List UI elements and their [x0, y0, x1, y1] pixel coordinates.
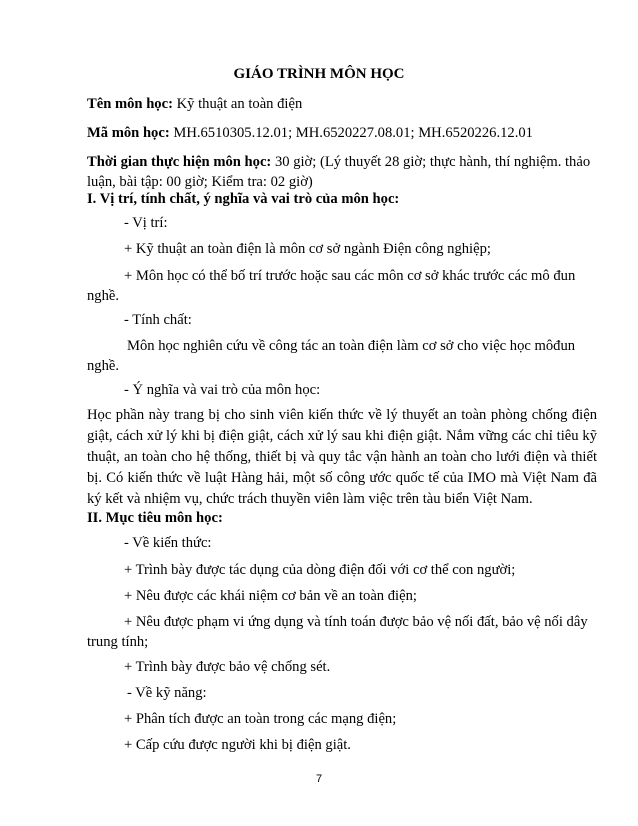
duration-line-2: luận, bài tập: 00 giờ; Kiểm tra: 02 giờ)	[87, 174, 313, 190]
duration-label: Thời gian thực hiện môn học:	[87, 154, 272, 170]
duration-line-1	[87, 152, 597, 172]
skills-label: - Về kỹ năng:	[127, 685, 207, 701]
position-item-2-line-1: + Môn học có thể bố trí trước hoặc sau các môn cơ sở khác trước các mô đun	[124, 268, 576, 284]
position-item-1: + Kỹ thuật an toàn điện là môn cơ sở ngành Điện công nghiệp;	[124, 241, 491, 257]
knowledge-label: - Về kiến thức:	[124, 535, 212, 551]
skills-item-1: + Phân tích được an toàn trong các mạng điện;	[124, 711, 397, 727]
section2-heading: II. Mục tiêu môn học:	[87, 510, 223, 526]
knowledge-item-2: + Nêu được các khái niệm cơ bản về an toàn điện;	[124, 588, 417, 604]
subject-code-value: MH.6510305.12.01; MH.6520227.08.01; MH.6520226.12.01	[169, 125, 533, 141]
knowledge-item-3-line-2: trung tính;	[87, 634, 149, 650]
meaning-label: - Ý nghĩa và vai trò của môn học:	[124, 382, 321, 398]
position-item-2-line-2: nghề.	[87, 288, 120, 304]
section1-heading: I. Vị trí, tính chất, ý nghĩa và vai trò của môn học:	[87, 191, 400, 207]
knowledge-item-4: + Trình bày được bảo vệ chống sét.	[124, 659, 331, 675]
knowledge-item-1: + Trình bày được tác dụng của dòng điện đối với cơ thể con người;	[124, 562, 516, 578]
subject-name-line	[87, 94, 597, 114]
knowledge-item-3-line-1: + Nêu được phạm vi ứng dụng và tính toán được bảo vệ nối đất, bảo vệ nối dây	[124, 614, 588, 630]
nature-label: - Tính chất:	[124, 312, 192, 328]
skills-item-2: + Cấp cứu được người khi bị điện giật.	[124, 737, 351, 753]
subject-name-value: Kỹ thuật an toàn điện	[172, 96, 303, 112]
subject-name-label: Tên môn học:	[87, 96, 173, 112]
nature-line-1: Môn học nghiên cứu về công tác an toàn điện làm cơ sở cho việc học môđun	[127, 338, 576, 354]
subject-code-label: Mã môn học:	[87, 125, 170, 141]
subject-code-line	[87, 123, 597, 143]
page-number: 7	[315, 773, 323, 785]
meaning-paragraph: Học phần này trang bị cho sinh viên kiến thức về lý thuyết an toàn phòng chống điện giật, cách xử lý khi bị điện giật, cách xử lý sau khi điện giật. Nắm vững các chỉ tiêu kỹ thuật, an toàn cho hệ thống, thiết bị và quy tắc vận hành an toàn cho lưới điện và thiết bị. Có kiến thức về luật Hàng hải, một số công ước quốc tế của IMO mà Việt Nam đã ký kết và nhiệm vụ, chức trách thuyền viên làm việc trên tàu biển Việt Nam.	[87, 407, 597, 507]
position-label: - Vị trí:	[124, 215, 168, 231]
duration-value-line1: 30 giờ; (Lý thuyết 28 giờ; thực hành, thí nghiệm. thảo	[271, 154, 591, 170]
document-title: GIÁO TRÌNH MÔN HỌC	[233, 66, 405, 82]
nature-line-2: nghề.	[87, 358, 120, 374]
